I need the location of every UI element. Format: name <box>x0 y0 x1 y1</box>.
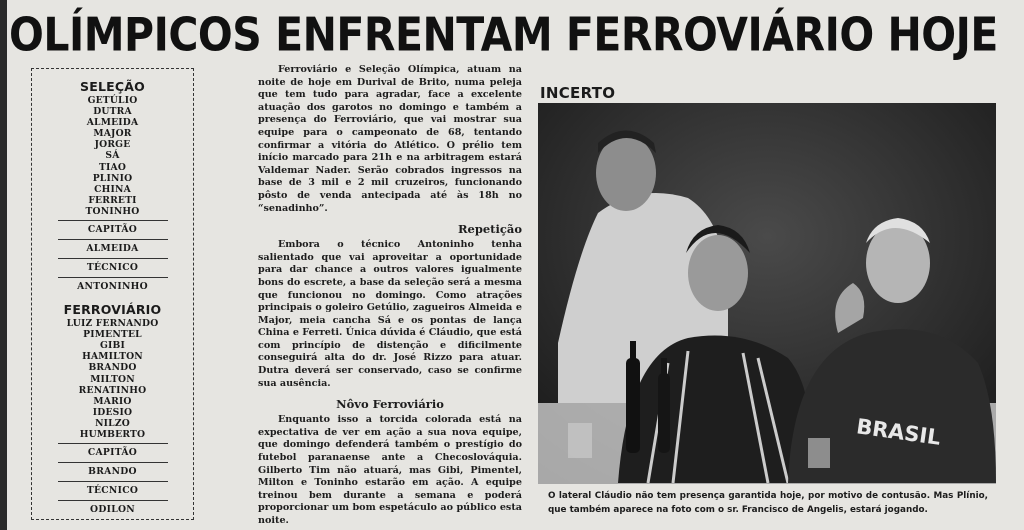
article-paragraph: Embora o técnico Antoninho tenha salientado que vai aproveitar a oportunidade para dar chance a outros valores igualmente bons do escrete, a base da seleção será a mesma que funcionou no domingo. Como atrações principais o goleiro Getúlio, zagueiros Almeida e Major, meia cancha Sá e os pontas de lança China e Ferreti. Única dúvida é Cláudio, que está com princípio de distenção e dificilmente conseguirá alta do dr. José Rizzo para atuar. Dutra deverá ser conservado, caso se confirme sua ausência. <box>258 239 522 389</box>
team-title: SELEÇÃO <box>80 79 145 94</box>
headline: OLÍMPICOS ENFRENTAM FERROVIÁRIO HOJE <box>9 7 998 62</box>
divider <box>58 481 168 482</box>
lineup-ferroviario <box>32 302 193 517</box>
divider <box>58 500 168 501</box>
player-name: DUTRA <box>93 106 132 118</box>
player-name: JORGE <box>94 139 131 151</box>
role-label-captain: CAPITÃO <box>87 224 138 236</box>
team-title: FERROVIÁRIO <box>63 302 162 318</box>
player-name: BRANDO <box>88 362 137 374</box>
player-name: TIAO <box>98 161 127 173</box>
player-name: HUMBERTO <box>79 428 146 440</box>
player-name: SÁ <box>105 150 120 162</box>
role-label-captain: CAPITÃO <box>87 447 138 459</box>
divider <box>58 462 168 463</box>
lineup-box <box>31 68 194 520</box>
divider <box>58 277 168 278</box>
page-edge-rule <box>0 0 7 530</box>
player-name: GETÚLIO <box>87 95 138 106</box>
role-value-captain: BRANDO <box>88 466 137 478</box>
role-value-coach: ANTONINHO <box>77 281 148 293</box>
subheading-repeticao: Repetição <box>457 222 522 237</box>
photo-label: INCERTO <box>540 84 616 102</box>
player-name: LUIZ FERNANDO <box>66 318 159 330</box>
role-value-captain: ALMEIDA <box>86 243 139 255</box>
player-name: GIBI <box>99 340 125 352</box>
subheading-novo-ferroviario: Nôvo Ferroviário <box>336 397 444 412</box>
shirt-lettering: BRASIL <box>854 414 943 450</box>
player-name: RENATINHO <box>78 384 147 396</box>
player-name: ALMEIDA <box>86 117 139 129</box>
player-name: PLINIO <box>92 172 133 184</box>
photo-caption: O lateral Cláudio não tem presença garantida hoje, por motivo de contusão. Mas Plínio, que também aparece na foto com o sr. Francisco de Angelis, estará jogando. <box>548 491 988 515</box>
divider <box>58 443 168 444</box>
divider <box>58 258 168 259</box>
article-body <box>258 64 522 528</box>
role-block <box>58 443 168 517</box>
player-name: MARIO <box>93 395 132 407</box>
player-list <box>32 318 193 440</box>
news-photo <box>538 103 996 484</box>
player-name: IDESIO <box>92 406 133 418</box>
role-block <box>58 220 168 294</box>
role-label-coach: TÉCNICO <box>86 485 139 497</box>
player-name: TONINHO <box>85 205 140 217</box>
divider <box>58 239 168 240</box>
player-name: CHINA <box>94 183 131 195</box>
player-name: NILZO <box>95 417 130 429</box>
player-list <box>32 95 193 217</box>
player-name: MAJOR <box>93 128 132 140</box>
player-name: PIMENTEL <box>83 329 142 341</box>
role-label-coach: TÉCNICO <box>86 262 139 274</box>
player-name: HAMILTON <box>82 351 143 363</box>
lineup-selecao <box>32 79 193 294</box>
player-name: MILTON <box>90 373 135 385</box>
article-paragraph: Ferroviário e Seleção Olímpica, atuam na noite de hoje em Durival de Brito, numa peleja que tem tudo para agradar, face a excelente atuação dos garotos no domingo e também a presença do Ferroviário, que vai mostrar sua equipe para o campeonato de 68, tentando confirmar a vitória do Atlético. O prélio tem início marcado para 21h e na arbitragem estará Valdemar Nader. Serão cobrados ingressos na base de 3 mil e 2 mil cruzeiros, funcionando pôsto de venda antecipada até às 18h no “senadinho”. <box>258 64 522 214</box>
article-paragraph: Enquanto isso a torcida colorada está na expectativa de ver em ação a sua nova equipe, que domingo defenderá também o prestígio do futebol paranaense ante a Checoslováquia. Gilberto Tim não atuará, mas Gibi, Pimentel, Milton e Toninho estarão em ação. A equipe treinou bem durante a semana e poderá proporcionar um bom espetáculo ao público esta noite. <box>258 414 522 526</box>
role-value-coach: ODILON <box>90 504 135 516</box>
player-name: FERRETI <box>88 194 137 206</box>
photo-illustration <box>538 103 996 484</box>
divider <box>58 220 168 221</box>
